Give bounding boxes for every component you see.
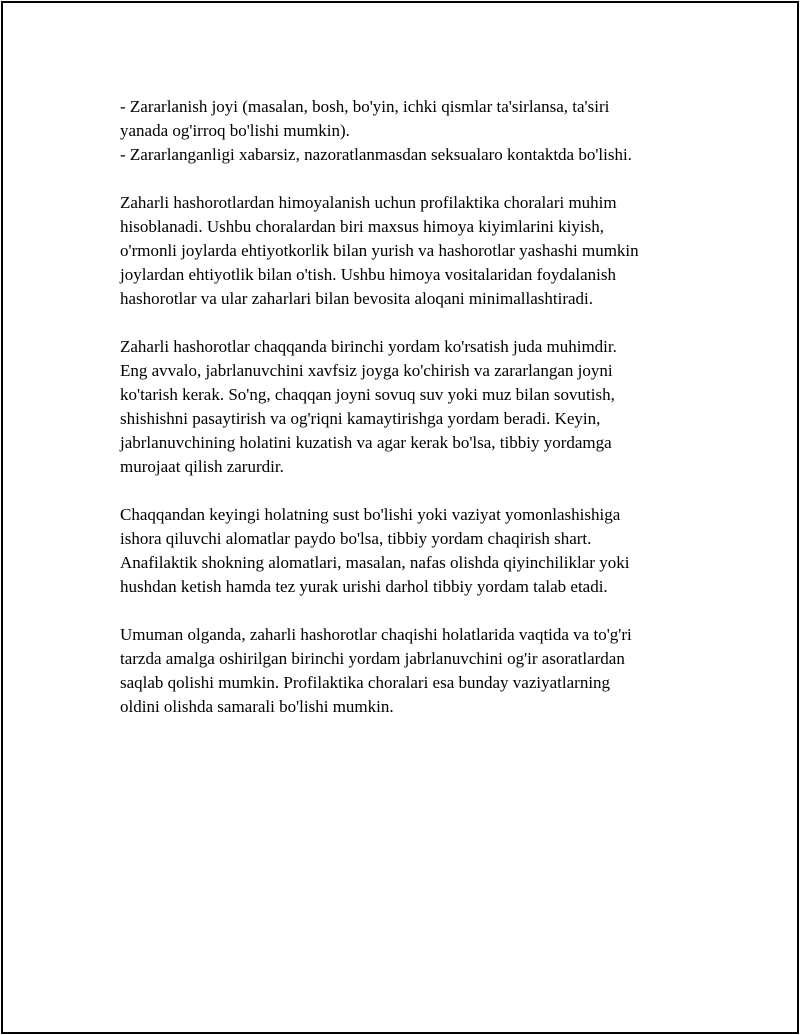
paragraph-medical-help xyxy=(120,503,720,599)
text-line: hushdan ketish hamda tez yurak urishi darhol tibbiy yordam talab etadi. xyxy=(120,577,608,596)
text-line: hisoblanadi. Ushbu choralardan biri maxsus himoya kiyimlarini kiyish, xyxy=(120,217,604,236)
document-body xyxy=(120,95,720,743)
text-line: ishora qiluvchi alomatlar paydo bo'lsa, tibbiy yordam chaqirish shart. xyxy=(120,529,592,548)
text-line: ko'tarish kerak. So'ng, chaqqan joyni sovuq suv yoki muz bilan sovutish, xyxy=(120,385,615,404)
paragraph-damage-factors xyxy=(120,95,720,167)
paragraph-first-aid xyxy=(120,335,720,479)
text-line: - Zararlanish joyi (masalan, bosh, bo'yin, ichki qismlar ta'sirlansa, ta'siri xyxy=(120,97,610,116)
text-line: Zaharli hashorotlardan himoyalanish uchun profilaktika choralari muhim xyxy=(120,193,617,212)
text-line: Zaharli hashorotlar chaqqanda birinchi yordam ko'rsatish juda muhimdir. xyxy=(120,337,617,356)
text-line: - Zararlanganligi xabarsiz, nazoratlanmasdan seksualaro kontaktda bo'lishi. xyxy=(120,145,632,164)
text-line: yanada og'irroq bo'lishi mumkin). xyxy=(120,121,350,140)
text-line: jabrlanuvchining holatini kuzatish va agar kerak bo'lsa, tibbiy yordamga xyxy=(120,433,612,452)
text-line: Anafilaktik shokning alomatlari, masalan, nafas olishda qiyinchiliklar yoki xyxy=(120,553,630,572)
paragraph-conclusion xyxy=(120,623,720,719)
text-line: hashorotlar va ular zaharlari bilan bevosita aloqani minimallashtiradi. xyxy=(120,289,594,308)
text-line: Chaqqandan keyingi holatning sust bo'lishi yoki vaziyat yomonlashishiga xyxy=(120,505,621,524)
text-line: shishishni pasaytirish va og'riqni kamaytirishga yordam beradi. Keyin, xyxy=(120,409,601,428)
text-line: Umuman olganda, zaharli hashorotlar chaqishi holatlarida vaqtida va to'g'ri xyxy=(120,625,632,644)
document-page xyxy=(1,1,799,1034)
text-line: tarzda amalga oshirilgan birinchi yordam jabrlanuvchini og'ir asoratlardan xyxy=(120,649,625,668)
text-line: Eng avvalo, jabrlanuvchini xavfsiz joyga ko'chirish va zararlangan joyni xyxy=(120,361,613,380)
text-line: o'rmonli joylarda ehtiyotkorlik bilan yurish va hashorotlar yashashi mumkin xyxy=(120,241,639,260)
text-line: saqlab qolishi mumkin. Profilaktika choralari esa bunday vaziyatlarning xyxy=(120,673,611,692)
paragraph-prevention xyxy=(120,191,720,311)
text-line: oldini olishda samarali bo'lishi mumkin. xyxy=(120,697,394,716)
text-line: murojaat qilish zarurdir. xyxy=(120,457,284,476)
text-line: joylardan ehtiyotlik bilan o'tish. Ushbu himoya vositalaridan foydalanish xyxy=(120,265,616,284)
